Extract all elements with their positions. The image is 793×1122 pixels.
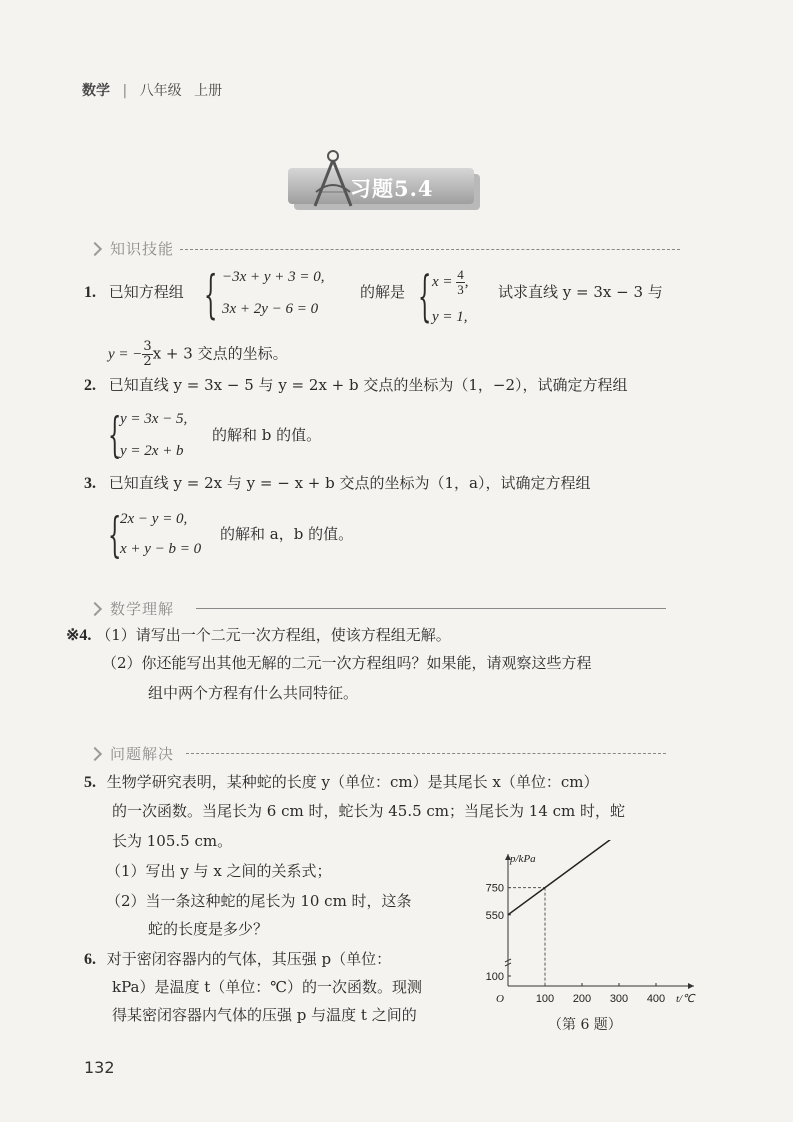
banner-title: 习题5.4 [350,176,434,201]
header-volume: 上册 [194,83,223,99]
problem-3: 3. 已知直线 y = 2x 与 y = − x + b 交点的坐标为（1，a），试确定方程组 [84,474,591,492]
x-tick-label: 200 [572,993,592,1005]
page-number: 132 [84,1058,115,1077]
series-line [508,840,623,915]
problem-6-line-2: kPa）是温度 t（单位：℃）的一次函数。现测 [112,978,423,996]
x-axis-arrow-icon [688,983,694,989]
problem-5-line-3: 长为 105.5 cm。 [112,832,233,850]
problem-6: 6. 对于密闭容器内的气体，其压强 p（单位： [84,950,392,968]
system-brace: { [108,508,122,564]
header-separator: | [122,83,128,99]
problem-5-question-1: （1）写出 y 与 x 之间的关系式； [106,862,332,880]
p1-tail: 试求直线 y = 3x − 3 与 [498,283,663,301]
section-chevron-icon [88,747,102,761]
y-tick-label: 550 [485,909,504,922]
p2-tail: 的解和 b 的值。 [212,426,322,444]
problem-1: 1. 已知方程组 [84,283,184,301]
problem-4-part-2: （2）你还能写出其他无解的二元一次方程组吗？如果能，请观察这些方程 [102,654,592,672]
p1-mid-text: 的解是 [360,283,406,301]
problem-5-question-2: （2）当一条这种蛇的尾长为 10 cm 时，这条 [106,892,412,910]
problem-5-line-1: 生物学研究表明，某种蛇的长度 y（单位：cm）是其尾长 x（单位：cm） [106,773,599,791]
origin-label: O [496,993,504,1005]
figure-caption: （第 6 题） [548,1017,622,1033]
pressure-temperature-chart [470,840,710,1020]
p3-equation-2: x + y − b = 0 [120,541,202,557]
x-tick-label: 400 [646,993,666,1005]
p2-equation-1: y = 3x − 5, [120,411,188,427]
system-brace: { [204,266,218,326]
section-heading-skills: 知识技能 [110,240,175,258]
problem-2-text: 已知直线 y = 3x − 5 与 y = 2x + b 交点的坐标为（1，−2），试确定方程组 [108,376,628,394]
solution-brace: { [418,266,432,329]
problem-5: 5. 生物学研究表明，某种蛇的长度 y（单位：cm）是其尾长 x（单位：cm） [84,773,599,791]
section-chevron-icon [88,602,102,616]
problem-5-line-2: 的一次函数。当尾长为 6 cm 时，蛇长为 45.5 cm；当尾长为 14 cm 时，蛇 [112,802,626,820]
p1-equation-1: −3x + y + 3 = 0, [222,269,325,285]
section-divider [180,249,680,250]
section-divider [196,608,666,609]
running-header [82,80,222,100]
x-tick-label: 100 [535,993,555,1005]
problem-4-part-2-cont: 组中两个方程有什么共同特征。 [148,684,359,702]
problem-5-question-2-cont: 蛇的长度是多少？ [148,920,269,938]
problem-4-part-1: （1）请写出一个二元一次方程组，使该方程组无解。 [96,626,451,644]
y-axis-label: p/kPa [510,853,536,865]
p3-equation-1: 2x − y = 0, [120,511,188,527]
p1-solution-y: y = 1, [432,309,468,325]
section-heading-understanding: 数学理解 [110,600,175,618]
p1-line2: y = − $\frac{3}{2}$ x + 3 交点的坐标。 [108,339,288,369]
problem-4: ※4. （1）请写出一个二元一次方程组，使该方程组无解。 [66,626,451,644]
system-brace: { [108,408,122,464]
header-subject: 数学 [82,83,110,99]
problem-number: 1 [84,284,92,301]
p1-equation-2: 3x + 2y − 6 = 0 [222,301,319,317]
p3-tail: 的解和 a，b 的值。 [220,525,354,543]
y-tick-label: 750 [485,882,504,895]
section-chevron-icon [88,242,102,256]
x-tick-label: 300 [609,993,629,1005]
compass-icon [310,148,356,210]
x-axis-label: t/℃ [676,993,695,1005]
problem-1-intro: 已知方程组 [108,283,184,301]
p1-solution-x: x = $\frac{4}{3}$ , [432,267,469,297]
p2-equation-2: y = 2x + b [120,443,184,459]
y-tick-label: 100 [485,971,504,983]
section-heading-problem-solving: 问题解决 [110,745,175,763]
problem-6-line-3: 得某密闭容器内气体的压强 p 与温度 t 之间的 [112,1006,417,1024]
section-divider [186,753,666,754]
problem-2: 2. 已知直线 y = 3x − 5 与 y = 2x + b 交点的坐标为（1，−2），试确定方程组 [84,376,628,394]
header-grade: 八年级 [139,83,182,99]
problem-3-text: 已知直线 y = 2x 与 y = − x + b 交点的坐标为（1，a），试确定方程组 [108,474,591,492]
problem-6-line-1: 对于密闭容器内的气体，其压强 p（单位： [106,950,392,968]
